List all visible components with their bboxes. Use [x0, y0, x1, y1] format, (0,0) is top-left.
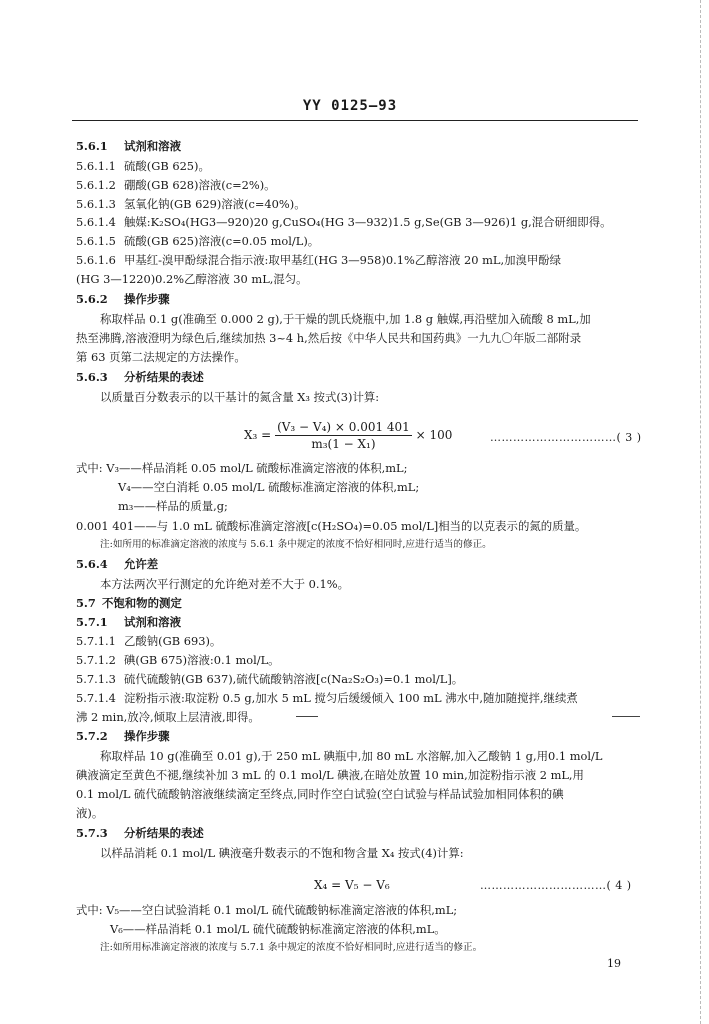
item-5-6-1-3: 5.6.1.3 氢氧化钠(GB 629)溶液(c=40%)。 [76, 197, 306, 211]
variable-v3: 式中: V₃——样品消耗 0.05 mol/L 硫酸标准滴定溶液的体积,mL; [76, 461, 408, 475]
formula-3-rhs: × 100 [415, 428, 453, 442]
formula-4-tag: ……………………………( 4 ) [480, 879, 632, 892]
section-5-6-3: 5.6.3 分析结果的表述 [76, 370, 204, 384]
item-5-7-1-2: 5.7.1.2 碘(GB 675)溶液:0.1 mol/L。 [76, 653, 280, 667]
procedure-text-3: 第 63 页第二法规定的方法操作。 [76, 350, 246, 364]
section-5-7: 5.7 不饱和物的测定 [76, 596, 182, 610]
item-5-6-1-1: 5.6.1.1 硫酸(GB 625)。 [76, 159, 210, 173]
result-intro-text: 以质量百分数表示的以干基计的氮含量 X₃ 按式(3)计算: [100, 390, 380, 404]
section-5-6-1: 5.6.1 试剂和溶液 [76, 139, 181, 153]
section-5-7-3: 5.7.3 分析结果的表述 [76, 826, 204, 840]
note-5-6: 注:如所用的标准滴定溶液的浓度与 5.6.1 条中规定的浓度不恰好相同时,应进行适当的修正。 [100, 539, 492, 550]
procedure-text-2: 热至沸腾,溶液澄明为绿色后,继续加热 3~4 h,然后按《中华人民共和国药典》一九九〇年版二部附录 [76, 331, 582, 345]
variable-m3: m₃——样品的质量,g; [118, 499, 228, 513]
item-5-7-1-1: 5.7.1.1 乙酸钠(GB 693)。 [76, 634, 222, 648]
formula-3 [244, 420, 452, 451]
variable-v6: V₆——样品消耗 0.1 mol/L 硫代硫酸钠标准滴定溶液的体积,mL。 [110, 922, 446, 936]
formula-4: X₄ = V₅ − V₆ [314, 878, 390, 892]
tolerance-text: 本方法两次平行测定的允许绝对差不大于 0.1%。 [100, 577, 349, 591]
item-5-6-1-4: 5.6.1.4 触媒:K₂SO₄(HG3—920)20 g,CuSO₄(HG 3—932)1.5 g,Se(GB 3—926)1 g,混合研细即得。 [76, 215, 612, 229]
procedure-5-7-text-1: 称取样品 10 g(准确至 0.01 g),于 250 mL 碘瓶中,加 80 mL 水溶解,加入乙酸钠 1 g,用0.1 mol/L [100, 749, 603, 763]
item-5-7-1-4: 5.7.1.4 淀粉指示液:取淀粉 0.5 g,加水 5 mL 搅匀后缓缓倾入 100 mL 沸水中,随加随搅拌,继续煮 [76, 691, 578, 705]
item-5-7-1-3: 5.7.1.3 硫代硫酸钠(GB 637),硫代硫酸钠溶液[c(Na₂S₂O₃)=0.1 mol/L]。 [76, 672, 464, 686]
formula-3-tag: ……………………………( 3 ) [490, 431, 642, 444]
procedure-5-7-text-4: 液)。 [76, 806, 104, 820]
scan-mark [296, 716, 318, 717]
procedure-5-7-text-2: 碘液滴定至黄色不褪,继续补加 3 mL 的 0.1 mol/L 碘液,在暗处放置 10 min,加淀粉指示液 2 mL,用 [76, 768, 584, 782]
page-number: 19 [607, 957, 621, 970]
header-rule [72, 120, 638, 121]
item-5-6-1-2: 5.6.1.2 硼酸(GB 628)溶液(c=2%)。 [76, 178, 276, 192]
item-5-6-1-6: 5.6.1.6 甲基红-溴甲酚绿混合指示液:取甲基红(HG 3—958)0.1%乙醇溶液 20 mL,加溴甲酚绿 [76, 253, 562, 267]
section-5-7-2: 5.7.2 操作步骤 [76, 729, 170, 743]
section-5-7-1: 5.7.1 试剂和溶液 [76, 615, 181, 629]
section-5-6-2: 5.6.2 操作步骤 [76, 292, 170, 306]
formula-3-denominator: m₃(1 − X₁) [311, 437, 376, 451]
item-5-7-1-4-cont: 沸 2 min,放冷,倾取上层清液,即得。 [76, 710, 260, 724]
variable-v5: 式中: V₅——空白试验消耗 0.1 mol/L 硫代硫酸钠标准滴定溶液的体积,mL; [76, 903, 458, 917]
formula-3-lhs: X₃ = [244, 428, 272, 442]
section-5-6-4: 5.6.4 允许差 [76, 557, 159, 571]
page-header: YY 0125—93 [302, 98, 398, 114]
result-5-7-intro: 以样品消耗 0.1 mol/L 碘液毫升数表示的不饱和物含量 X₄ 按式(4)计算: [100, 846, 464, 860]
note-5-7: 注:如所用标准滴定溶液的浓度与 5.7.1 条中规定的浓度不恰好相同时,应进行适当的修正。 [100, 942, 483, 953]
formula-3-numerator: (V₃ − V₄) × 0.001 401 [277, 420, 410, 434]
scan-edge-line [700, 0, 701, 1024]
procedure-text-1: 称取样品 0.1 g(准确至 0.000 2 g),于干燥的凯氏烧瓶中,加 1.8 g 触媒,再沿壁加入硫酸 8 mL,加 [100, 312, 591, 326]
variable-v4: V₄——空白消耗 0.05 mol/L 硫酸标准滴定溶液的体积,mL; [118, 480, 420, 494]
variable-constant: 0.001 401——与 1.0 mL 硫酸标准滴定溶液[c(H₂SO₄)=0.05 mol/L]相当的以克表示的氮的质量。 [76, 519, 587, 533]
scan-mark [612, 716, 640, 717]
procedure-5-7-text-3: 0.1 mol/L 硫代硫酸钠溶液继续滴定至终点,同时作空白试验(空白试验与样品试验加相同体积的碘 [76, 787, 564, 801]
item-5-6-1-6-cont: (HG 3—1220)0.2%乙醇溶液 30 mL,混匀。 [76, 272, 308, 286]
item-5-6-1-5: 5.6.1.5 硫酸(GB 625)溶液(c=0.05 mol/L)。 [76, 234, 320, 248]
formula-3-fraction [275, 420, 412, 451]
